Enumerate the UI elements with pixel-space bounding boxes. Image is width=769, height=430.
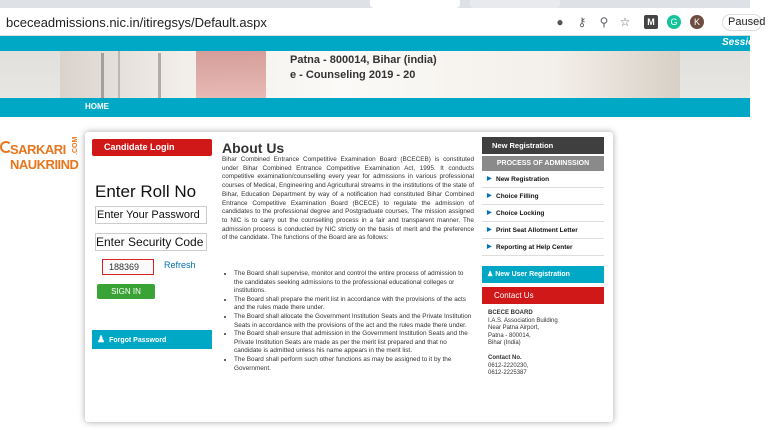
- address-line: Near Patna Airport,: [488, 325, 540, 331]
- new-registration-title: New Registration: [482, 137, 604, 154]
- contact-no-label: Contact No.: [488, 355, 522, 361]
- contact-title: Contact Us: [482, 287, 604, 304]
- user-icon: ♟: [97, 334, 106, 344]
- marquee-bar: [0, 36, 769, 51]
- browser-tab-strip: [0, 0, 750, 8]
- contact-org: BCECE BOARD: [488, 310, 533, 316]
- process-item-label: Choice Filling: [496, 193, 539, 200]
- grammarly-icon[interactable]: G: [667, 15, 681, 29]
- contact-details: [488, 310, 602, 378]
- watermark-line2: NAUKRIIND: [10, 157, 79, 172]
- watermark-logo: [0, 136, 90, 183]
- refresh-captcha-link[interactable]: Refresh: [164, 260, 196, 270]
- address-line: Patna - 800014,: [488, 332, 531, 339]
- process-item-print-allotment[interactable]: [482, 222, 604, 239]
- process-item-label: Choice Locking: [496, 210, 545, 217]
- blocked-popup-icon[interactable]: ●: [556, 15, 564, 29]
- list-item: • The Board shall supervise, monitor and control the entire process of admission to the candidates seeking admissions to the professional educational colleges or institutions.: [234, 270, 474, 296]
- browser-tab-active[interactable]: [370, 0, 460, 8]
- phone-number: 0612-2225387: [488, 370, 527, 376]
- arrow-right-icon: ▶: [487, 193, 492, 199]
- process-item-new-registration[interactable]: [482, 171, 604, 188]
- list-item: • The Board shall allocate the Government Institution Seats and the Private Institution Seats in accordance with the provisions of the act and the rules made there under.: [234, 313, 474, 330]
- watermark-line1: SARKARI: [10, 142, 66, 157]
- arrow-right-icon: ▶: [487, 244, 492, 250]
- users-icon: ♟: [487, 271, 496, 278]
- banner-tower-graphic-2: [118, 51, 138, 98]
- bookmark-star-icon[interactable]: ☆: [619, 15, 631, 29]
- main-nav: [0, 98, 750, 117]
- extension-m-icon[interactable]: M: [644, 15, 658, 29]
- process-item-label: Reporting at Help Center: [496, 244, 573, 251]
- avatar[interactable]: K: [690, 15, 704, 29]
- profile-paused-button[interactable]: Paused: [722, 14, 762, 31]
- roll-no-field[interactable]: Enter Roll No: [95, 182, 207, 202]
- phone-number: 0612-2220230,: [488, 362, 529, 369]
- process-item-reporting[interactable]: [482, 239, 604, 256]
- board-functions-list: [234, 270, 474, 373]
- watermark-suffix: .COM: [72, 136, 79, 155]
- forgot-password-button[interactable]: [92, 330, 212, 349]
- banner-address: Patna - 800014, Bihar (india): [290, 54, 437, 66]
- header-banner: [0, 51, 750, 98]
- url-text[interactable]: bceceadmissions.nic.in/itiregsys/Default.aspx: [6, 15, 267, 30]
- about-body: Bihar Combined Entrance Competitive Examination Board (BCECEB) is constituted under Bihar Combined Entrance Competitive Examination Act, 1995. It conducts competitive examination/counselling every year for admissions in various professional courses of Medical, Engineering and Agricultural streams in the institutions of the state of Bihar, Education Department by way of a notification had constituted Bihar Combined Entrance Competitive Examination Board (BCECE) to regulate the admission of candidates to the professional degree and Postgraduate courses. The mission assigned to NIC is to carry out the counselling process in a fair and transparent manner. The admission process is conducted by NIC strictly on the basis of merit and the preference of the candidate. The functions of the Board are as follows:: [222, 156, 474, 242]
- candidate-login-panel: [92, 139, 212, 156]
- browser-address-bar: [0, 8, 766, 36]
- arrow-right-icon: ▶: [487, 210, 492, 216]
- address-line: I.A.S. Association Building: [488, 317, 558, 324]
- banner-counseling: e - Counseling 2019 - 20: [290, 69, 416, 81]
- password-field[interactable]: Enter Your Password: [95, 206, 207, 224]
- key-icon[interactable]: ⚷: [577, 15, 587, 29]
- process-item-choice-locking[interactable]: [482, 205, 604, 222]
- list-item: • The Board shall ensure that admission in the Government Institution Seats and the Private Institution Seats are made as per the merit list prepared and that no candidate is admitted unless his name appears in the merit list.: [234, 330, 474, 356]
- about-title: About Us: [222, 140, 285, 156]
- process-title: PROCESS OF ADMINSSION: [482, 156, 604, 171]
- process-item-label: New Registration: [496, 176, 550, 183]
- banner-photo: [196, 51, 266, 98]
- marquee-text: Session 2: [722, 37, 769, 48]
- new-user-label: New User Registration: [495, 271, 570, 278]
- new-user-registration-button[interactable]: [482, 266, 604, 283]
- nav-home[interactable]: HOME: [85, 102, 109, 111]
- list-item: • The Board shall prepare the merit list in accordance with the provisions of the acts and the rules made there under.: [234, 296, 474, 313]
- list-item: • The Board shall perform such other functions as may be assigned to it by the Government.: [234, 356, 474, 373]
- sign-in-button[interactable]: SIGN IN: [97, 284, 155, 299]
- arrow-right-icon: ▶: [487, 227, 492, 233]
- forgot-password-label: Forgot Password: [109, 337, 167, 344]
- address-line: Bihar (India): [488, 340, 521, 346]
- captcha-image: 188369: [102, 259, 154, 275]
- process-item-label: Print Seat Allotment Letter: [496, 227, 578, 234]
- registration-panel: [482, 137, 604, 256]
- candidate-login-title: Candidate Login: [92, 139, 212, 156]
- zoom-icon[interactable]: ⚲: [599, 15, 609, 29]
- browser-tab[interactable]: [470, 0, 560, 8]
- process-item-choice-filling[interactable]: [482, 188, 604, 205]
- arrow-right-icon: ▶: [487, 176, 492, 182]
- security-code-field[interactable]: Enter Security Code: [95, 233, 207, 251]
